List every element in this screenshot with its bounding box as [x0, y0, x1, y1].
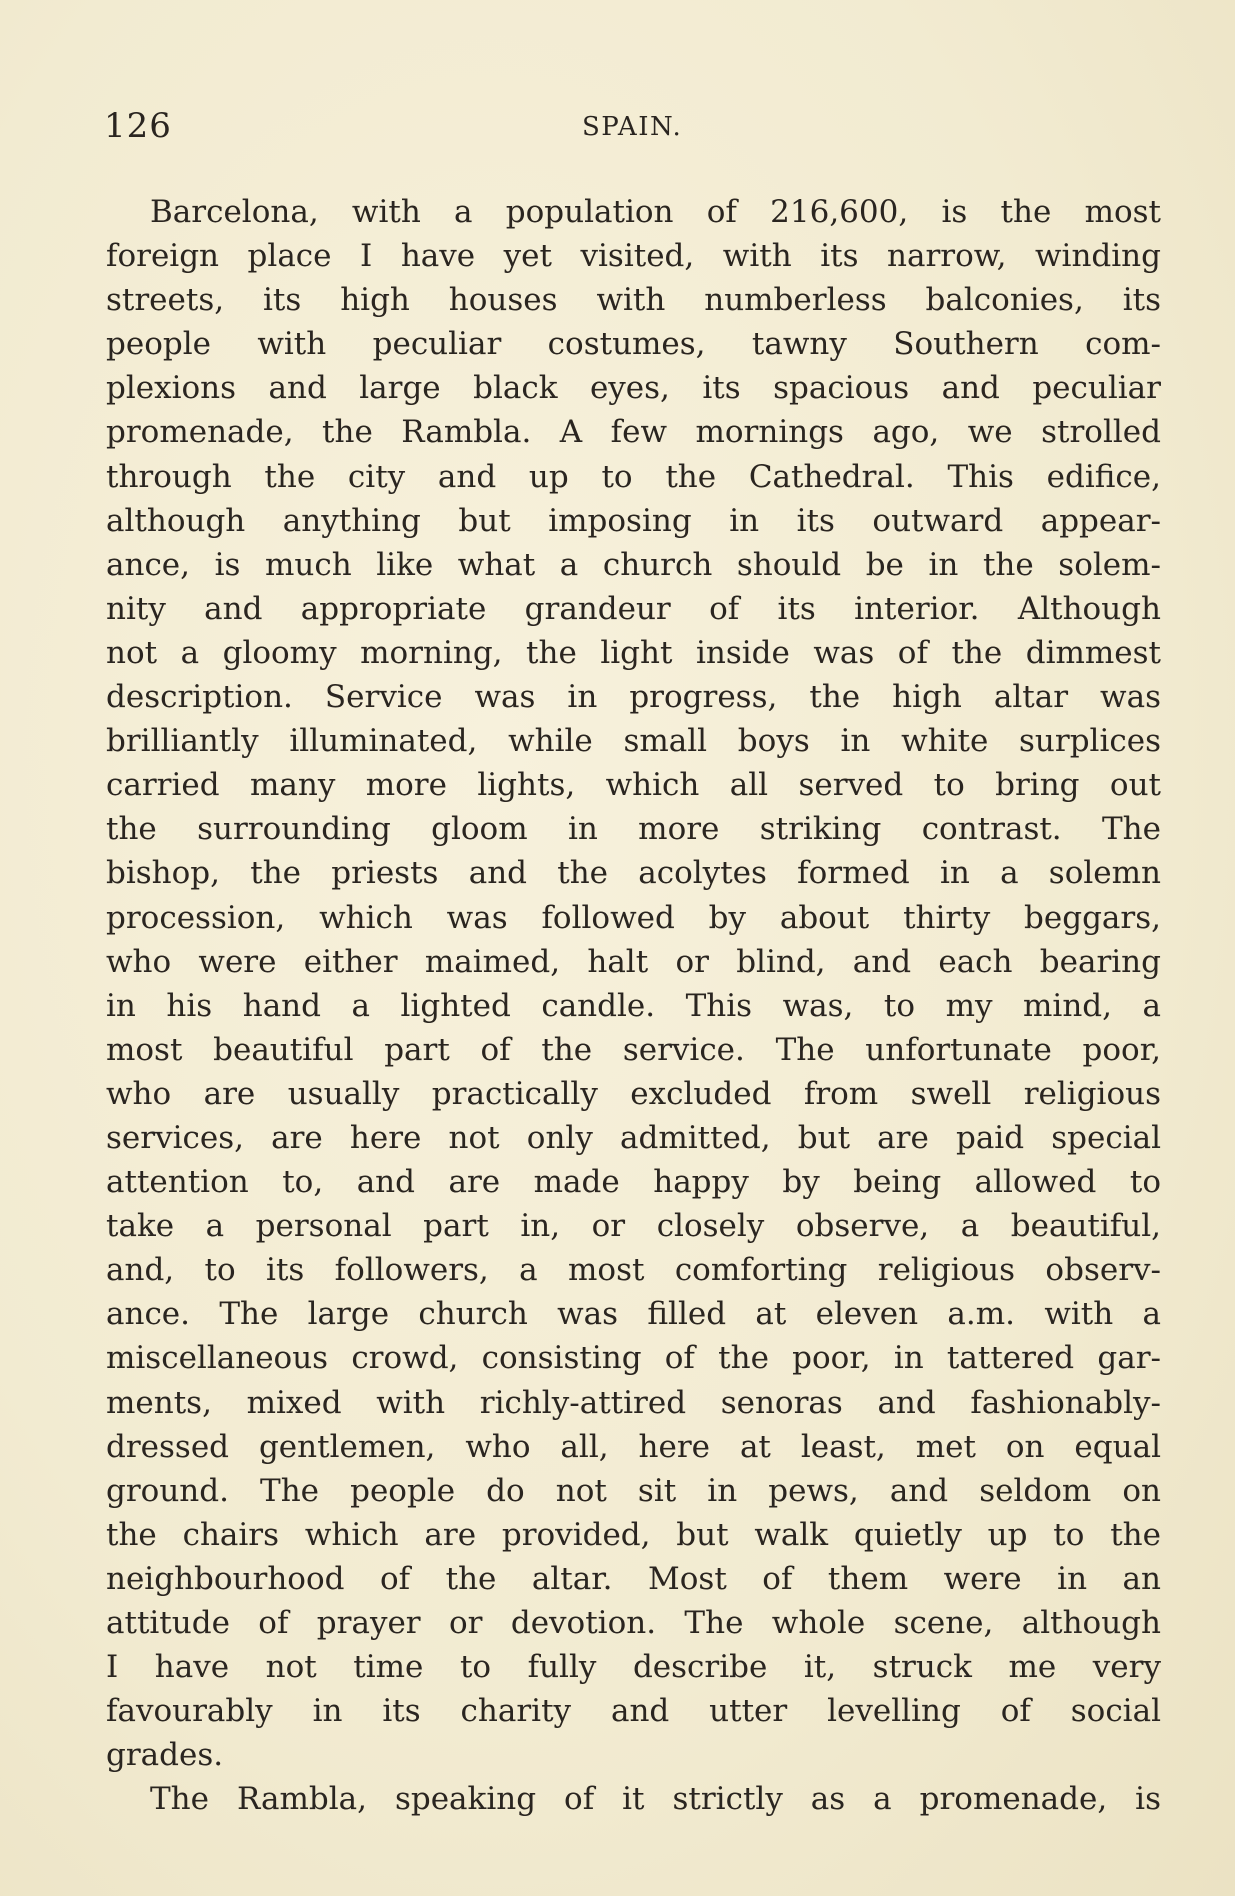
text-line: The Rambla, speaking of it strictly as a promenade, is: [150, 1781, 1161, 1818]
text-line: the surrounding gloom in more striking contrast. The: [106, 811, 1161, 848]
text-line: ments, mixed with richly-attired senoras and fashionably-: [106, 1384, 1161, 1421]
text-line: I have not time to fully describe it, struck me very: [106, 1649, 1161, 1686]
text-line: attitude of prayer or devotion. The whole scene, although: [106, 1605, 1161, 1641]
text-line: Barcelona, with a population of 216,600, is the most: [150, 194, 1161, 230]
text-line: attention to, and are made happy by being allowed to: [106, 1164, 1161, 1201]
text-line: most beautiful part of the service. The unfortunate poor,: [106, 1031, 1161, 1068]
text-line: promenade, the Rambla. A few mornings ago, we strolled: [106, 414, 1161, 451]
text-line: services, are here not only admitted, but are paid special: [106, 1119, 1161, 1156]
text-line: grades.: [106, 1737, 224, 1774]
text-line: ance. The large church was filled at eleven a.m. with a: [106, 1296, 1161, 1333]
page-header: [104, 106, 1159, 156]
text-line: favourably in its charity and utter levelling of social: [106, 1693, 1161, 1730]
text-line: procession, which was followed by about thirty beggars,: [106, 899, 1161, 936]
text-line: although anything but imposing in its outward appear-: [106, 502, 1161, 539]
text-line: take a personal part in, or closely observe, a beautiful,: [106, 1208, 1161, 1245]
text-line: who were either maimed, halt or blind, and each bearing: [106, 943, 1161, 980]
text-line: the chairs which are provided, but walk quietly up to the: [106, 1516, 1161, 1553]
text-line: description. Service was in progress, the high altar was: [106, 679, 1161, 716]
text-line: foreign place I have yet visited, with its narrow, winding: [106, 238, 1161, 275]
text-line: nity and appropriate grandeur of its interior. Although: [106, 590, 1161, 627]
text-line: bishop, the priests and the acolytes formed in a solemn: [106, 855, 1161, 892]
text-line: people with peculiar costumes, tawny Southern com-: [106, 326, 1161, 363]
text-line: brilliantly illuminated, while small boys in white surplices: [106, 723, 1161, 760]
running-head: SPAIN.: [582, 112, 683, 142]
text-line: in his hand a lighted candle. This was, to my mind, a: [106, 987, 1161, 1024]
text-line: and, to its followers, a most comforting religious observ-: [106, 1252, 1161, 1289]
text-line: miscellaneous crowd, consisting of the poor, in tattered gar-: [106, 1340, 1161, 1377]
text-line: ance, is much like what a church should be in the solem-: [106, 546, 1161, 583]
text-line: dressed gentlemen, who all, here at least, met on equal: [106, 1428, 1161, 1465]
text-line: carried many more lights, which all served to bring out: [106, 767, 1161, 804]
text-line: plexions and large black eyes, its spacious and peculiar: [106, 370, 1161, 407]
body-text: [106, 190, 1161, 1821]
text-line: ground. The people do not sit in pews, and seldom on: [106, 1472, 1161, 1509]
text-line: who are usually practically excluded from swell religious: [106, 1075, 1161, 1112]
text-line: neighbourhood of the altar. Most of them were in an: [106, 1560, 1161, 1597]
text-line: through the city and up to the Cathedral. This edifice,: [106, 458, 1161, 495]
text-line: not a gloomy morning, the light inside was of the dimmest: [106, 634, 1161, 671]
page-number: 126: [104, 106, 172, 146]
text-line: streets, its high houses with numberless balconies, its: [106, 282, 1161, 319]
